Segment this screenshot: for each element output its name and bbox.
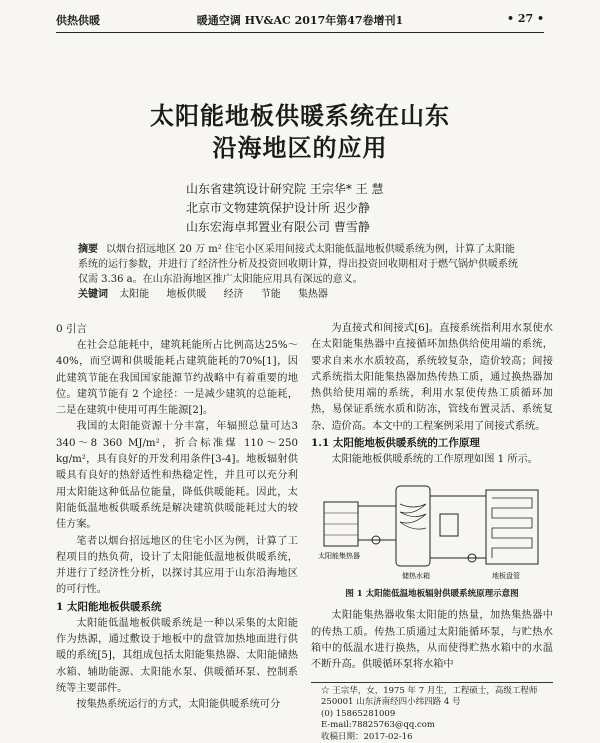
paragraph: 太阳能低温地板供暖系统是一种以采集的太阳能作为热源，通过敷设于地板中的盘管加热地面进行供暖的系统[5]，其组成包括太阳能集热器、太阳能储热水箱、辅助能源、太阳能水泵、供暖循环泵、控制系统等主要部件。 (56, 617, 298, 694)
paragraph: 在社会总能耗中，建筑耗能所占比例高达25%～40%，而空调和供暖能耗占建筑能耗的70%[1]，因此建筑节能在我国国家能源节约战略中有着重要的地位。建筑节能有 2 个途径：一是减少建筑的总能耗，二是在建筑中使用可再生能源[2]。 (56, 340, 298, 417)
header-journal: 暖通空调 HV&AC 2017年第47卷增刊1 (196, 14, 404, 27)
left-column (56, 321, 298, 714)
section-heading: 1 太阳能地板供暖系统 (56, 600, 162, 613)
keyword: 太阳能 (119, 289, 150, 300)
abstract-label: 摘要 (78, 244, 98, 255)
keyword: 集热器 (297, 289, 328, 300)
author-line: 北京市文物建筑保护设计所 迟少静 (186, 201, 370, 215)
title-line-2: 沿海地区的应用 (212, 133, 388, 162)
footnote-line: 收稿日期：2017-02-16 (321, 731, 413, 742)
keyword: 地板供暖 (166, 289, 207, 300)
paragraph: 笔者以烟台招远地区的住宅小区为例，计算了工程项目的热负荷，设计了太阳能低温地板供暖系统，并进行了经济性分析，以探讨其应用于山东沿海地区的可行性。 (56, 535, 298, 596)
footnote-line: ☆ 王宗华，女，1975 年 7 月生，工程硕士，高级工程师 (321, 685, 538, 696)
collector-label: 太阳能集热器 (318, 552, 360, 561)
floor-coil-icon (486, 490, 538, 564)
paragraph: 太阳能集热器收集太阳能的热量，加热集热器中的传热工质。传热工质通过太阳能循环泵，与贮热水箱中的低温水进行换热，从而使得贮热水箱中的水温不断升高。供暖循环泵将水箱中 (311, 610, 553, 671)
footnote-line: (0) 15865281009 (321, 708, 396, 719)
subsection-heading: 1.1 太阳能地板供暖系统的工作原理 (311, 437, 480, 450)
abstract-text: 以烟台招远地区 20 万 m² 住宅小区采用间接式太阳能低温地板供暖系统为例，计算了太阳能系统的运行参数，并进行了经济性分析及投资回收期计算，得出投资回收期相对于燃气锅炉供暖系统仅需 3.36 a。在山东沿海地区推广太阳能应用具有深远的意义。 (78, 244, 518, 285)
paragraph: 为直接式和间接式[6]。直接系统指利用水泵使水在太阳能集热器中直接循环加热供给使用端的系统，要求自来水水质较高，系统较复杂，造价较高；间接式系统指太阳能集热器加热传热工质，通过换热器加热供给使用端的系统，利用水泵使传热工质循环加热，易保证系统水质和防冻，管线布置灵活、系统复杂、造价高。本文中的工程案例采用了间接式系统。 (311, 323, 553, 432)
storage-tank-icon (396, 486, 430, 566)
right-column (311, 321, 553, 743)
header-page-number: • 27 • (506, 12, 544, 25)
author-footnote (311, 682, 553, 743)
title-line-1: 太阳能地板供暖系统在山东 (150, 101, 450, 130)
solar-collector-icon (324, 502, 358, 546)
auxiliary-heater-icon (440, 514, 458, 536)
floor-label: 地板盘管 (492, 572, 520, 581)
header-rule (56, 32, 544, 33)
footnote-line: E-mail:78825763@qq.com (321, 720, 435, 731)
tank-label: 储热水箱 (402, 572, 430, 581)
keyword: 节能 (260, 289, 281, 300)
keywords-label: 关键词 (78, 289, 108, 300)
author-line: 山东省建筑设计研究院 王宗华* 王 慧 (186, 182, 384, 196)
paragraph: 按集热系统运行的方式，太阳能供暖系统可分 (76, 699, 281, 711)
author-block (186, 180, 383, 237)
abstract (78, 242, 522, 302)
paragraph: 我国的太阳能资源十分丰富，年辐照总量可达3 340～8 360 MJ/m²，折合标准煤 110～250 kg/m²，具有良好的开发利用条件[3-4]。地板辐射供暖具有良好的热舒适性和热稳定性，并且可以充分利用太阳能这种低品位能量，降低供暖能耗。因此，太阳能低温地板供暖系统是解决建筑供暖能耗过大的较佳方案。 (56, 421, 298, 531)
header-section: 供热供暖 (56, 14, 100, 27)
keyword: 经济 (223, 289, 244, 300)
figure-1 (316, 474, 548, 584)
article-title (0, 100, 600, 164)
author-line: 山东宏海卓邦置业有限公司 曹雪静 (186, 220, 370, 234)
running-header (56, 6, 544, 32)
figure-caption: 图 1 太阳能低温地板辐射供暖系统原理示意图 (345, 589, 519, 600)
section-heading: 0 引言 (56, 323, 88, 335)
paragraph: 太阳能地板供暖系统的工作原理如图 1 所示。 (331, 454, 538, 466)
system-diagram (316, 474, 548, 584)
footnote-line: 250001 山东济南经四小纬四路 4 号 (321, 697, 461, 708)
